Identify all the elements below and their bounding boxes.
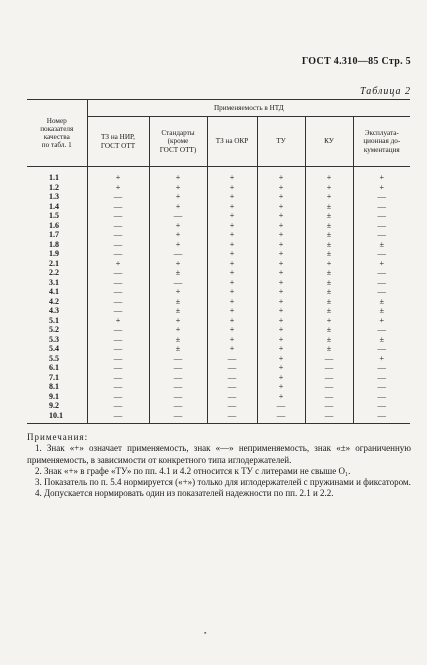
applicability-cell: +	[207, 173, 257, 183]
applicability-cell: —	[87, 268, 149, 278]
applicability-cell: +	[257, 325, 305, 335]
indicator-number-cell: 4.1	[49, 287, 59, 296]
applicability-cell: —	[353, 221, 410, 231]
applicability-cell: ±	[305, 211, 353, 221]
applicability-cell: —	[87, 297, 149, 307]
table-row	[27, 401, 410, 411]
header-indicator-line: качества	[43, 133, 70, 141]
applicability-cell: —	[149, 382, 207, 392]
applicability-cell: +	[149, 230, 207, 240]
applicability-cell: +	[257, 382, 305, 392]
applicability-cell: —	[87, 363, 149, 373]
table-row	[27, 316, 410, 326]
indicator-number-cell: 5.1	[49, 315, 59, 325]
applicability-cell: —	[305, 354, 353, 364]
applicability-cell: +	[207, 297, 257, 307]
applicability-cell: —	[207, 382, 257, 392]
applicability-cell: +	[207, 259, 257, 269]
applicability-cell: +	[149, 287, 207, 297]
applicability-cell: —	[305, 363, 353, 373]
applicability-cell: —	[149, 249, 207, 259]
applicability-cell: ±	[305, 344, 353, 354]
applicability-cell: —	[305, 411, 353, 421]
applicability-cell: +	[87, 183, 149, 193]
applicability-cell: +	[353, 354, 410, 364]
standard-number: ГОСТ 4.310—85	[301, 56, 379, 67]
applicability-cell: —	[353, 411, 410, 421]
applicability-cell: +	[87, 173, 149, 183]
applicability-cell: —	[353, 249, 410, 259]
applicability-cell: —	[87, 240, 149, 250]
table-row	[27, 278, 410, 288]
applicability-cell: —	[207, 411, 257, 421]
applicability-cell: +	[207, 192, 257, 202]
header-indicator-line: по табл. 1	[41, 141, 72, 150]
applicability-cell: —	[149, 354, 207, 364]
applicability-cell: ±	[305, 268, 353, 278]
applicability-cell: +	[257, 297, 305, 307]
indicator-number-cell: 3.1	[49, 277, 59, 287]
table-row	[27, 382, 410, 392]
notes-title: Примечания:	[27, 432, 89, 442]
applicability-cell: +	[207, 344, 257, 354]
applicability-cell: —	[207, 401, 257, 411]
applicability-cell: —	[353, 230, 410, 240]
applicability-cell: +	[207, 211, 257, 221]
applicability-cell: —	[87, 287, 149, 297]
applicability-cell: +	[257, 192, 305, 202]
table-row	[27, 268, 410, 278]
applicability-cell: +	[305, 173, 353, 183]
applicability-table	[27, 99, 410, 424]
applicability-cell: +	[149, 259, 207, 269]
applicability-cell: +	[87, 316, 149, 326]
applicability-cell: +	[257, 392, 305, 402]
applicability-cell: +	[257, 259, 305, 269]
applicability-cell: +	[353, 173, 410, 183]
indicator-number-cell: 1.7	[49, 230, 59, 239]
applicability-cell: —	[257, 401, 305, 411]
table-row	[27, 306, 410, 316]
footer-mark: ▪	[204, 629, 207, 637]
table-row	[27, 230, 410, 240]
note-item: 1. Знак «+» означает применяемость, знак «—» неприменяемость, знак «±» ограниченную применяемость, в зависимости от конкретного типа иглодержателей.	[27, 443, 411, 465]
applicability-cell: ±	[149, 335, 207, 345]
applicability-cell: —	[257, 411, 305, 421]
column-header	[353, 117, 410, 167]
note-item: 4. Допускается нормировать один из показателей надежности по пп. 2.1 и 2.2.	[35, 488, 334, 499]
indicator-number-cell: 1.4	[49, 201, 59, 211]
applicability-cell: —	[353, 344, 410, 354]
applicability-cell: ±	[305, 335, 353, 345]
applicability-cell: —	[353, 363, 410, 373]
notes-section	[27, 432, 411, 500]
applicability-cell: +	[149, 202, 207, 212]
indicator-number-cell: 6.1	[49, 363, 59, 372]
indicator-number-cell: 5.5	[49, 353, 59, 363]
table-row	[27, 249, 410, 259]
applicability-cell: +	[207, 230, 257, 240]
applicability-cell: ±	[353, 306, 410, 316]
applicability-cell: —	[353, 278, 410, 288]
indicator-number-cell: 1.3	[49, 192, 59, 201]
applicability-cell: ±	[149, 268, 207, 278]
applicability-cell: +	[305, 316, 353, 326]
applicability-cell: —	[305, 382, 353, 392]
applicability-cell: +	[257, 287, 305, 297]
applicability-cell: +	[207, 221, 257, 231]
table-row	[27, 211, 410, 221]
applicability-cell: —	[87, 382, 149, 392]
applicability-cell: ±	[305, 202, 353, 212]
indicator-number-cell: 1.8	[49, 239, 59, 249]
applicability-cell: +	[257, 230, 305, 240]
applicability-cell: —	[87, 411, 149, 421]
table-row	[27, 192, 410, 202]
indicator-number-cell: 5.2	[49, 325, 59, 334]
table-row	[27, 240, 410, 250]
indicator-number-cell: 1.1	[49, 173, 59, 182]
applicability-cell: —	[353, 268, 410, 278]
applicability-cell: —	[305, 401, 353, 411]
applicability-cell: —	[353, 287, 410, 297]
applicability-cell: +	[207, 335, 257, 345]
applicability-cell: +	[207, 183, 257, 193]
applicability-cell: —	[207, 354, 257, 364]
column-header-line: КУ	[324, 137, 334, 146]
column-header-line: ГОСТ ОТТ	[100, 141, 136, 150]
applicability-cell: —	[87, 230, 149, 240]
applicability-cell: +	[149, 192, 207, 202]
table-row	[27, 259, 410, 269]
applicability-cell: +	[207, 287, 257, 297]
applicability-cell: +	[257, 354, 305, 364]
applicability-cell: —	[353, 192, 410, 202]
applicability-cell: —	[87, 211, 149, 221]
column-header-line: Стандарты	[161, 129, 195, 138]
applicability-cell: +	[257, 173, 305, 183]
table-row	[27, 373, 410, 383]
applicability-cell: +	[207, 306, 257, 316]
table-row	[27, 287, 410, 297]
applicability-cell: —	[87, 192, 149, 202]
table-row	[27, 183, 410, 193]
applicability-cell: +	[257, 183, 305, 193]
indicator-number-cell: 5.3	[49, 334, 59, 344]
applicability-cell: —	[353, 202, 410, 212]
applicability-cell: +	[207, 202, 257, 212]
indicator-number-cell: 7.1	[49, 372, 59, 382]
table-row	[27, 411, 410, 421]
applicability-cell: ±	[149, 297, 207, 307]
header-indicator-line: показателя	[40, 124, 74, 133]
table-row	[27, 221, 410, 231]
page-header	[302, 56, 411, 67]
table-row	[27, 173, 410, 183]
applicability-cell: —	[305, 392, 353, 402]
applicability-cell: —	[87, 335, 149, 345]
applicability-cell: —	[353, 211, 410, 221]
applicability-cell: —	[149, 211, 207, 221]
applicability-cell: +	[87, 259, 149, 269]
applicability-cell: +	[257, 221, 305, 231]
applicability-cell: —	[149, 278, 207, 288]
column-header-line: Эксплуата-	[364, 129, 399, 138]
applicability-cell: ±	[305, 249, 353, 259]
indicator-number-cell: 1.6	[49, 220, 59, 230]
applicability-cell: —	[353, 392, 410, 402]
table-caption: Таблица 2	[360, 86, 411, 97]
indicator-number-cell: 2.1	[49, 258, 59, 268]
applicability-cell: —	[87, 202, 149, 212]
applicability-cell: —	[149, 373, 207, 383]
table-row	[27, 354, 410, 364]
indicator-number-cell: 9.2	[49, 401, 59, 410]
column-header-line: (кроме	[167, 137, 189, 146]
applicability-cell: +	[149, 325, 207, 335]
indicator-number-cell: 10.1	[49, 410, 63, 420]
column-header-line: ционная до-	[363, 137, 401, 146]
applicability-cell: —	[207, 363, 257, 373]
applicability-cell: +	[257, 373, 305, 383]
applicability-cell: ±	[353, 335, 410, 345]
column-header	[87, 117, 149, 167]
applicability-cell: +	[257, 249, 305, 259]
applicability-cell: ±	[305, 230, 353, 240]
applicability-cell: +	[257, 344, 305, 354]
applicability-cell: +	[257, 202, 305, 212]
applicability-cell: ±	[305, 287, 353, 297]
applicability-cell: —	[87, 373, 149, 383]
applicability-cell: +	[149, 316, 207, 326]
header-indicator-line: Номер	[46, 116, 67, 125]
applicability-cell: +	[257, 211, 305, 221]
applicability-cell: +	[207, 240, 257, 250]
applicability-cell: —	[353, 325, 410, 335]
applicability-cell: ±	[305, 325, 353, 335]
table-row	[27, 335, 410, 345]
column-header-line: ТЗ на НИР,	[101, 133, 135, 142]
applicability-cell: +	[305, 183, 353, 193]
applicability-cell: —	[87, 306, 149, 316]
applicability-cell: +	[257, 278, 305, 288]
indicator-number-cell: 4.3	[49, 306, 59, 315]
applicability-cell: —	[353, 373, 410, 383]
applicability-cell: +	[305, 192, 353, 202]
applicability-cell: ±	[305, 278, 353, 288]
applicability-cell: ±	[149, 306, 207, 316]
applicability-cell: +	[149, 183, 207, 193]
applicability-cell: +	[257, 363, 305, 373]
applicability-cell: —	[149, 392, 207, 402]
applicability-cell: +	[353, 316, 410, 326]
applicability-cell: —	[207, 373, 257, 383]
applicability-cell: —	[87, 344, 149, 354]
table-row	[27, 325, 410, 335]
applicability-cell: +	[257, 335, 305, 345]
note-item: 2. Знак «+» в графе «ТУ» по пп. 4.1 и 4.2 относится к ТУ с литерами не свыше О₁.	[35, 465, 351, 476]
header-applicability-group: Применяемость в НТД	[87, 100, 410, 117]
indicator-number-cell: 4.2	[49, 296, 59, 306]
indicator-number-cell: 2.2	[49, 268, 59, 277]
table-row	[27, 297, 410, 307]
column-header	[305, 117, 353, 167]
applicability-cell: —	[87, 392, 149, 402]
applicability-cell: —	[353, 382, 410, 392]
applicability-cell: +	[305, 259, 353, 269]
column-header-line: ГОСТ ОТТ)	[159, 145, 197, 154]
applicability-cell: —	[305, 373, 353, 383]
table-row	[27, 363, 410, 373]
applicability-cell: +	[257, 268, 305, 278]
applicability-cell: ±	[149, 344, 207, 354]
applicability-cell: +	[207, 278, 257, 288]
column-header	[257, 117, 305, 167]
applicability-cell: +	[207, 325, 257, 335]
page-number: Стр. 5	[381, 56, 411, 67]
indicator-number-cell: 8.1	[49, 382, 59, 391]
applicability-cell: —	[353, 401, 410, 411]
applicability-cell: ±	[305, 297, 353, 307]
applicability-cell: —	[87, 354, 149, 364]
note-item: 3. Показатель по п. 5.4 нормируется («+») только для иглодержателей с пружинами и фиксатором.	[35, 477, 411, 488]
indicator-number-cell: 1.5	[49, 211, 59, 220]
applicability-cell: ±	[305, 306, 353, 316]
applicability-cell: —	[87, 221, 149, 231]
applicability-cell: ±	[353, 240, 410, 250]
indicator-number-cell: 1.9	[49, 249, 59, 258]
table-row	[27, 202, 410, 212]
applicability-cell: +	[207, 249, 257, 259]
table-row	[27, 392, 410, 402]
column-header-line: ТУ	[276, 137, 286, 146]
applicability-cell: +	[257, 316, 305, 326]
column-header	[149, 117, 207, 167]
applicability-cell: —	[87, 278, 149, 288]
applicability-cell: +	[207, 268, 257, 278]
applicability-cell: ±	[305, 221, 353, 231]
applicability-cell: —	[149, 363, 207, 373]
applicability-cell: +	[149, 221, 207, 231]
column-header-line: кументация	[363, 145, 400, 154]
applicability-cell: +	[257, 240, 305, 250]
column-header-line: ТЗ на ОКР	[215, 137, 249, 146]
table-row	[27, 344, 410, 354]
applicability-cell: —	[207, 392, 257, 402]
applicability-cell: ±	[353, 297, 410, 307]
header-indicator-number	[27, 100, 87, 167]
column-header	[207, 117, 257, 167]
applicability-cell: —	[87, 325, 149, 335]
applicability-cell: +	[353, 183, 410, 193]
applicability-cell: —	[87, 249, 149, 259]
applicability-cell: —	[149, 411, 207, 421]
applicability-cell: —	[87, 401, 149, 411]
applicability-cell: —	[149, 401, 207, 411]
applicability-cell: +	[149, 173, 207, 183]
applicability-cell: +	[353, 259, 410, 269]
applicability-cell: +	[257, 306, 305, 316]
applicability-cell: +	[149, 240, 207, 250]
indicator-number-cell: 1.2	[49, 182, 59, 192]
applicability-cell: ±	[305, 240, 353, 250]
applicability-cell: +	[207, 316, 257, 326]
indicator-number-cell: 9.1	[49, 391, 59, 401]
indicator-number-cell: 5.4	[49, 344, 59, 353]
